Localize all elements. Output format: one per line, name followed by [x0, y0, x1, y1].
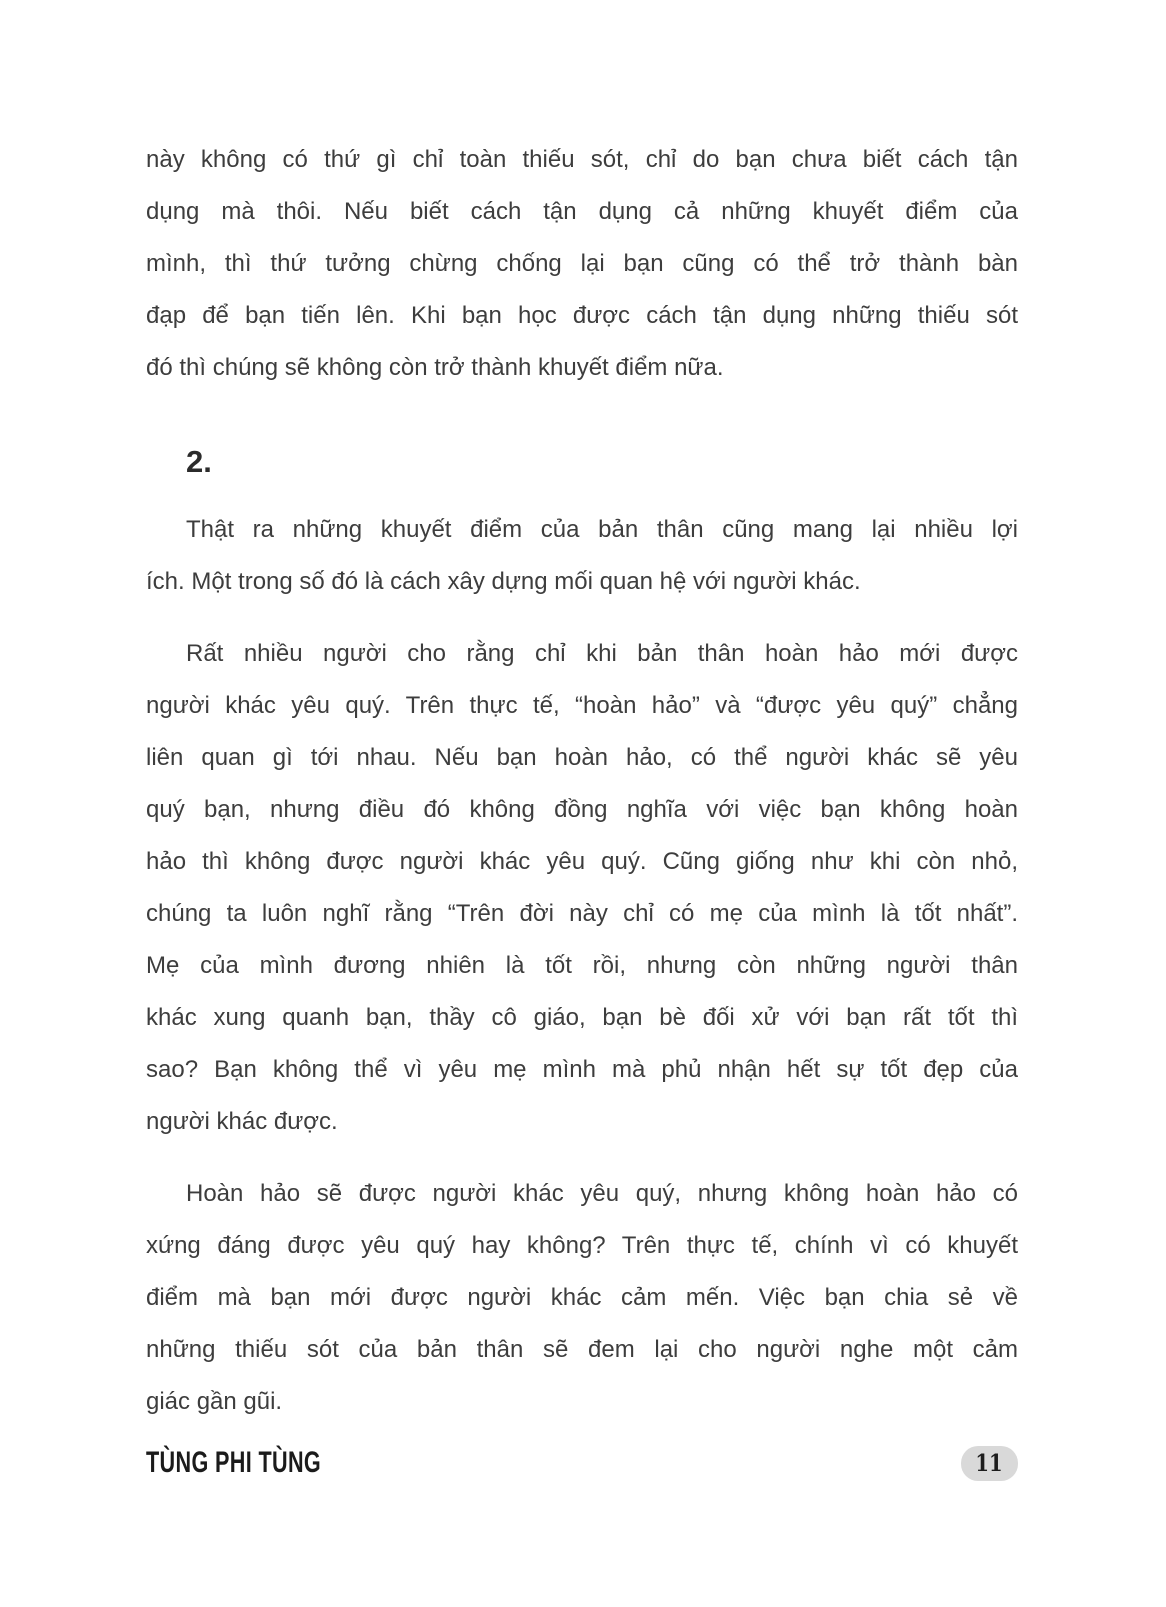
section-heading: 2. — [186, 444, 212, 479]
page-number-badge — [961, 1446, 1018, 1481]
body-text — [146, 134, 1018, 1448]
text-line: điểm mà bạn mới được người khác cảm mến. Việc bạn chia sẻ về — [146, 1284, 1018, 1311]
text-line: mình, thì thứ tưởng chừng chống lại bạn cũng có thể trở thành bàn — [146, 250, 1018, 277]
paragraph — [146, 504, 1018, 608]
text-line: xứng đáng được yêu quý hay không? Trên thực tế, chính vì có khuyết — [146, 1232, 1018, 1259]
paragraph — [146, 1168, 1018, 1428]
text-line: chúng ta luôn nghĩ rằng “Trên đời này chỉ có mẹ của mình là tốt nhất”. — [146, 900, 1018, 927]
text-line: quý bạn, nhưng điều đó không đồng nghĩa với việc bạn không hoàn — [146, 796, 1018, 823]
text-line: này không có thứ gì chỉ toàn thiếu sót, chỉ do bạn chưa biết cách tận — [146, 146, 1018, 173]
text-line: Rất nhiều người cho rằng chỉ khi bản thân hoàn hảo mới được — [186, 640, 1018, 667]
text-line: đó thì chúng sẽ không còn trở thành khuyết điểm nữa. — [146, 354, 724, 381]
footer — [146, 1440, 1018, 1486]
text-line: người khác được. — [146, 1108, 338, 1135]
text-line: giác gần gũi. — [146, 1388, 283, 1415]
text-line: Mẹ của mình đương nhiên là tốt rồi, nhưng còn những người thân — [146, 952, 1018, 979]
text-line: ích. Một trong số đó là cách xây dựng mối quan hệ với người khác. — [146, 568, 861, 595]
text-line: hảo thì không được người khác yêu quý. Cũng giống như khi còn nhỏ, — [146, 848, 1018, 875]
text-line: liên quan gì tới nhau. Nếu bạn hoàn hảo, có thể người khác sẽ yêu — [146, 744, 1018, 771]
paragraph — [146, 628, 1018, 1148]
text-line: người khác yêu quý. Trên thực tế, “hoàn hảo” và “được yêu quý” chẳng — [146, 692, 1018, 719]
text-line: Thật ra những khuyết điểm của bản thân cũng mang lại nhiều lợi — [186, 516, 1018, 543]
text-line: những thiếu sót của bản thân sẽ đem lại cho người nghe một cảm — [146, 1336, 1018, 1363]
author-name: TÙNG PHI TÙNG — [146, 1446, 322, 1479]
paragraph — [146, 134, 1018, 394]
text-line: sao? Bạn không thể vì yêu mẹ mình mà phủ nhận hết sự tốt đẹp của — [146, 1056, 1018, 1083]
page-number: 11 — [975, 1449, 1004, 1477]
text-line: Hoàn hảo sẽ được người khác yêu quý, nhưng không hoàn hảo có — [186, 1180, 1018, 1207]
text-line: đạp để bạn tiến lên. Khi bạn học được cách tận dụng những thiếu sót — [146, 302, 1018, 329]
text-line: dụng mà thôi. Nếu biết cách tận dụng cả những khuyết điểm của — [146, 198, 1018, 225]
text-line: khác xung quanh bạn, thầy cô giáo, bạn bè đối xử với bạn rất tốt thì — [146, 1004, 1018, 1031]
